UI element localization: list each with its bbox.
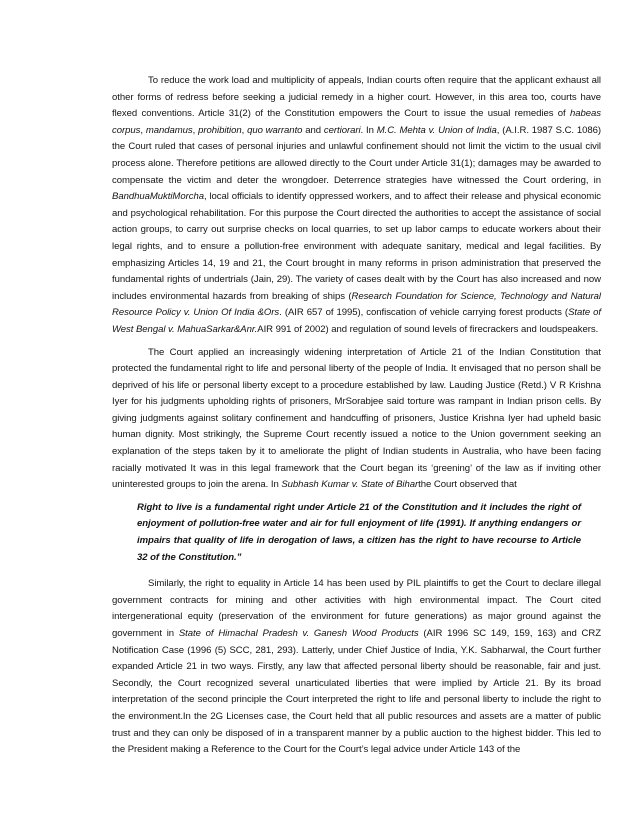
italic-text-run: M.C. Mehta v. Union of India [376, 124, 497, 136]
italic-text-run: State of West Bengal v. MahuaSarkar&Anr. [112, 307, 602, 335]
text-run: The Court applied an increasingly widening interpretation of Article 21 of the Indian Constitution that protected the fundamental right to life and personal liberty of the people of India. It envisaged that no person shall be deprived of his life or personal liberty except to a procedure established by law. Lauding Justice (Retd.) V R Krishna Iyer for his judgments upholding rights of prisoners, MrSorabjee said torture was rampant in Indian prison cells. By giving judgments against solitary confinement and handcuffing of prisoners, Justice Krishna Iyer had upheld basic human dignity. Most strikingly, the Supreme Court recently issued a notice to the Union government seeking an explanation of the steps taken by it to ameliorate the plight of Indian students in Australia, who have been facing racially motivated It was in this legal framework that the Court began its ‘greening’ of the law as if inviting other uninterested groups to join the arena. In [112, 346, 601, 491]
italic-text-run: Research Foundation for Science, Technology and Natural Resource Policy v. Union Of India &Ors [112, 290, 601, 319]
text-run: , [192, 124, 199, 136]
document-body [112, 73, 601, 759]
text-run: Similarly, the right to equality in Article 14 has been used by PIL plaintiffs to get the Court to declare illegal government contracts for mining and other activities with high environmental impact. The Court cited intergenerational equity (preservation of the environment for future generations) as major ground against the government in [112, 578, 601, 639]
text-run: , [140, 124, 146, 136]
text-run: To reduce the work load and multiplicity of appeals, Indian courts often require that the applicant exhaust all other forms of redress before seeking a judicial remedy in a higher court. However, in this area too, courts have flexed conventions. Article 31(2) of the Constitution empowers the Court to issue the usual remedies of [112, 75, 601, 120]
text-run: . (AIR 657 of 1995), confiscation of vehicle carrying forest products ( [279, 307, 569, 319]
text-run: , (A.I.R. 1987 S.C. 1086) the Court ruled that cases of personal injuries and unlawful confinement should not limit the victim to the usual civil process alone. Therefore petitions are allowed directly to the Court under Article 31(1); damages may be awarded to compensate the victim and deter the wrongdoer. Deterrence strategies have witnessed the Court ordering, in [112, 124, 602, 186]
italic-text-run: prohibition [198, 124, 242, 136]
paragraph-article-21 [112, 345, 601, 494]
paragraph-article-14 [112, 576, 601, 759]
text-run: the Court observed that [418, 479, 517, 491]
italic-text-run: BandhuaMuktiMorcha [112, 191, 204, 203]
italic-text-run: habeas corpus [112, 108, 601, 136]
paragraph-appeals-remedies [112, 73, 601, 339]
italic-text-run: mandamus [145, 124, 193, 136]
italic-text-run: certiorari [323, 124, 361, 136]
text-run: , [241, 124, 248, 136]
text-run: , local officials to identify oppressed workers, and to affect their release and physical economic and psychological rehabilitation. For this purpose the Court directed the authorities to accept the assistance of social action groups, to carry out surprise checks on local quarries, to set up labor camps to educate workers about their legal rights, and to ensure a pollution-free environment with adequate sanitary, medical and legal facilities. By emphasizing Articles 14, 19 and 21, the Court brought in many reforms in prison administration that preserved the fundamental rights of undertrials (Jain, 29). The variety of cases dealt with by the Court has also increased and now includes environmental hazards from breaking of ships ( [112, 191, 601, 302]
text-run: . In [360, 124, 377, 136]
text-run: (AIR 1996 SC 149, 159, 163) and CRZ Notification Case (1996 (5) SCC, 281, 293). Latterly, under Chief Justice of India, Y.K. Sabharwal, the Court further expanded Article 21 in two ways. Firstly, any law that affected personal liberty should be reasonable, fair and just. Secondly, the Court recognized several unarticulated liberties that were implied by Article 21. By its broad interpretation of the second principle the Court interpreted the right to life and personal liberty to include the right to the environment.In the 2G Licenses case, the Court held that all public resources and assets are a matter of public trust and they can only be disposed of in a transparent manner by a public auction to the highest bidder. This led to the President making a Reference to the Court for the Court’s legal advice under Article 143 of the [112, 628, 601, 756]
text-run: and [302, 124, 324, 136]
text-run: AIR 991 of 2002) and regulation of sound levels of firecrackers and loudspeakers. [257, 323, 599, 335]
block-quote: Right to live is a fundamental right under Article 21 of the Constitution and it includes the right of enjoyment of pollution-free water and air for full enjoyment of life (1991). If anything endangers or impairs that quality of life in derogation of laws, a citizen has the right to have recourse to Article 32 of the Constitution.” [137, 501, 581, 563]
italic-text-run: quo warranto [247, 124, 303, 136]
italic-text-run: Subhash Kumar v. State of Bihar [281, 479, 419, 491]
italic-text-run: State of Himachal Pradesh v. Ganesh Wood Products [178, 628, 419, 639]
